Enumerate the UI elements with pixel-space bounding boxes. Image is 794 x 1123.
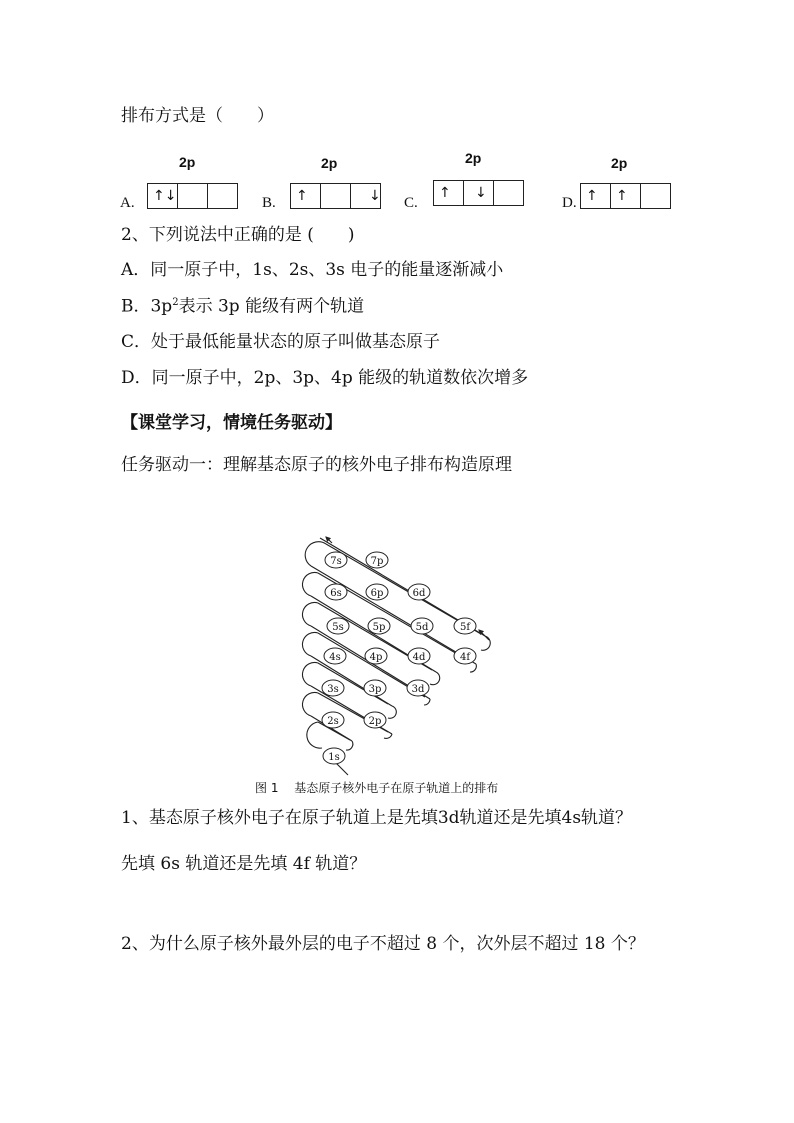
question-1-line-1: 1、基态原子核外电子在原子轨道上是先填3d轨道还是先填4s轨道？ — [121, 808, 633, 828]
aufbau-diagram — [290, 528, 510, 778]
q2-option-a: A．同一原子中，1s、2s、3s 电子的能量逐渐减小 — [121, 260, 504, 280]
option-d-label: 2p — [611, 155, 628, 171]
option-b-label: 2p — [321, 155, 338, 171]
orbital-4s: 4s — [329, 652, 341, 663]
q2-stem: 2、下列说法中正确的是 ( ) — [121, 225, 355, 245]
orbital-3d: 3d — [411, 684, 425, 695]
q2-option-b-post: 表示 3p 能级有两个轨道 — [178, 296, 365, 317]
option-b-orbital-box — [290, 183, 381, 209]
intro-line: 排布方式是（ ） — [121, 106, 274, 126]
orbital-4p: 4p — [369, 652, 383, 663]
option-d-cell-2: ↑ — [616, 188, 628, 204]
option-c-label: 2p — [465, 150, 482, 166]
orbital-2p: 2p — [368, 716, 382, 727]
option-d-orbital-box — [580, 183, 671, 209]
orbital-6p: 6p — [370, 588, 384, 599]
option-c-cell-1: ↑ — [439, 185, 451, 201]
orbital-7s: 7s — [330, 556, 342, 567]
section-heading: 【课堂学习，情境任务驱动】 — [121, 413, 342, 433]
orbital-6d: 6d — [412, 588, 426, 599]
option-b-cell-3: ↓ — [369, 188, 381, 204]
orbital-3s: 3s — [327, 684, 339, 695]
orbital-3p: 3p — [368, 684, 382, 695]
orbital-5d: 5d — [415, 622, 429, 633]
task-title: 任务驱动一：理解基态原子的核外电子排布构造原理 — [121, 455, 512, 475]
orbital-6s: 6s — [330, 588, 342, 599]
q2-option-b-pre: B．3p — [121, 296, 173, 317]
orbital-5f: 5f — [459, 622, 471, 633]
option-b-letter: B. — [262, 195, 276, 211]
q2-option-b — [121, 298, 364, 316]
option-a-orbital-box — [147, 183, 238, 209]
option-c-letter: C. — [404, 195, 418, 211]
q2-option-c: C．处于最低能量状态的原子叫做基态原子 — [121, 332, 441, 352]
figure-caption: 图 1 基态原子核外电子在原子轨道上的排布 — [255, 781, 499, 795]
orbital-2s: 2s — [327, 716, 339, 727]
orbital-1s: 1s — [328, 752, 340, 763]
q2-option-b-sup: 2 — [172, 297, 179, 308]
orbital-7p: 7p — [370, 556, 384, 567]
option-c-cell-2: ↓ — [475, 185, 487, 201]
orbital-4d: 4d — [412, 652, 426, 663]
option-b-cell-1: ↑ — [296, 188, 308, 204]
option-d-cell-1: ↑ — [586, 188, 598, 204]
option-a-label: 2p — [179, 154, 196, 170]
orbital-5p: 5p — [372, 622, 386, 633]
orbital-5s: 5s — [332, 622, 344, 633]
option-a-letter: A. — [120, 195, 135, 211]
q2-option-d: D．同一原子中，2p、3p、4p 能级的轨道数依次增多 — [121, 368, 529, 388]
option-d-letter: D. — [562, 195, 577, 211]
orbital-4f: 4f — [459, 652, 471, 663]
question-1-line-2: 先填 6s 轨道还是先填 4f 轨道？ — [121, 854, 367, 874]
question-2: 2、为什么原子核外最外层的电子不超过 8 个，次外层不超过 18 个？ — [121, 934, 645, 954]
option-c-orbital-box — [433, 180, 524, 206]
option-a-cell-1: ↑↓ — [153, 188, 177, 204]
